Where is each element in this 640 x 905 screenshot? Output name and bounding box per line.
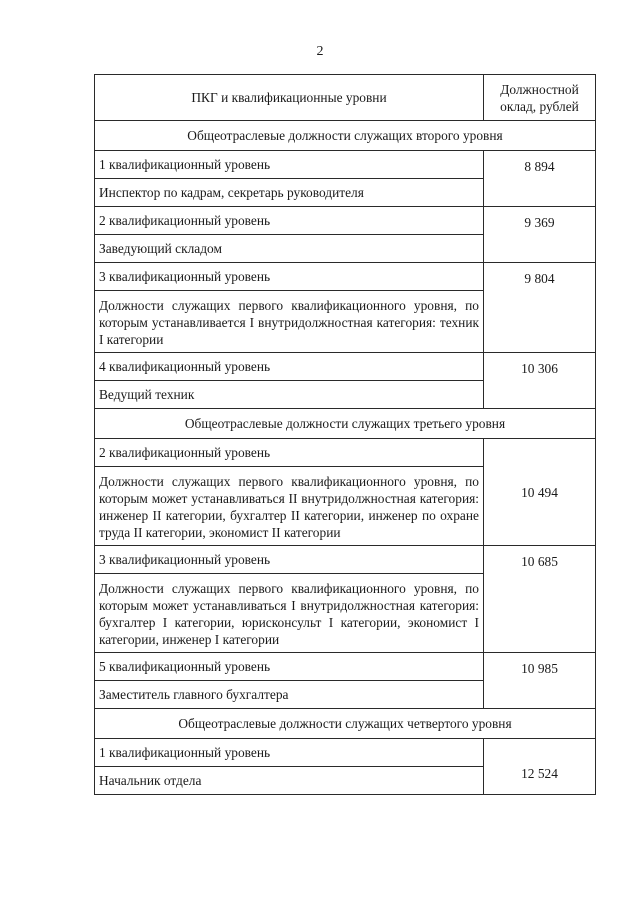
table-row bbox=[95, 207, 596, 235]
section-row bbox=[95, 121, 596, 151]
description-cell: Заместитель главного бухгалтера bbox=[95, 681, 484, 709]
description-cell: Ведущий техник bbox=[95, 381, 484, 409]
section-row bbox=[95, 409, 596, 439]
salary-cell: 10 685 bbox=[484, 546, 596, 653]
description-cell: Начальник отдела bbox=[95, 767, 484, 795]
section-third-level: Общеотраслевые должности служащих третьего уровня bbox=[95, 409, 596, 439]
header-qualification: ПКГ и квалификационные уровни bbox=[95, 75, 484, 121]
level-cell: 5 квалификационный уровень bbox=[95, 653, 484, 681]
table-row bbox=[95, 263, 596, 291]
level-cell: 3 квалификационный уровень bbox=[95, 546, 484, 574]
level-cell: 1 квалификационный уровень bbox=[95, 151, 484, 179]
section-row bbox=[95, 709, 596, 739]
salary-cell: 8 894 bbox=[484, 151, 596, 207]
table-header-row bbox=[95, 75, 596, 121]
level-cell: 2 квалификационный уровень bbox=[95, 207, 484, 235]
header-salary bbox=[484, 75, 596, 121]
level-cell: 1 квалификационный уровень bbox=[95, 739, 484, 767]
description-cell: Инспектор по кадрам, секретарь руководителя bbox=[95, 179, 484, 207]
table-row bbox=[95, 353, 596, 381]
salary-cell: 12 524 bbox=[484, 739, 596, 795]
header-salary-line1: Должностной bbox=[500, 81, 579, 97]
page-number: 2 bbox=[316, 44, 324, 59]
salary-cell: 10 306 bbox=[484, 353, 596, 409]
table-row bbox=[95, 653, 596, 681]
salary-cell: 9 369 bbox=[484, 207, 596, 263]
level-cell: 3 квалификационный уровень bbox=[95, 263, 484, 291]
description-cell: Должности служащих первого квалификационного уровня, по которым может устанавливаться II внутридолжностная категория: инженер II категории, бухгалтер II категории, инженер по охране труда II категории, экономист II категории bbox=[95, 467, 484, 546]
level-cell: 2 квалификационный уровень bbox=[95, 439, 484, 467]
level-cell: 4 квалификационный уровень bbox=[95, 353, 484, 381]
table-row bbox=[95, 546, 596, 574]
table-row bbox=[95, 151, 596, 179]
table-row bbox=[95, 739, 596, 767]
salary-cell: 10 985 bbox=[484, 653, 596, 709]
salary-cell: 10 494 bbox=[484, 439, 596, 546]
section-second-level: Общеотраслевые должности служащих второго уровня bbox=[95, 121, 596, 151]
description-cell: Заведующий складом bbox=[95, 235, 484, 263]
section-fourth-level: Общеотраслевые должности служащих четвертого уровня bbox=[95, 709, 596, 739]
header-salary-line2: оклад, рублей bbox=[500, 98, 579, 114]
description-cell: Должности служащих первого квалификационного уровня, по которым может устанавливаться I внутридолжностная категория: бухгалтер I категории, юрисконсульт I категории, экономист I категории, инженер I категории bbox=[95, 574, 484, 653]
salary-cell: 9 804 bbox=[484, 263, 596, 353]
salary-table bbox=[94, 74, 596, 795]
table-row bbox=[95, 439, 596, 467]
description-cell: Должности служащих первого квалификационного уровня, по которым устанавливается I внутридолжностная категория: техник I категории bbox=[95, 291, 484, 353]
